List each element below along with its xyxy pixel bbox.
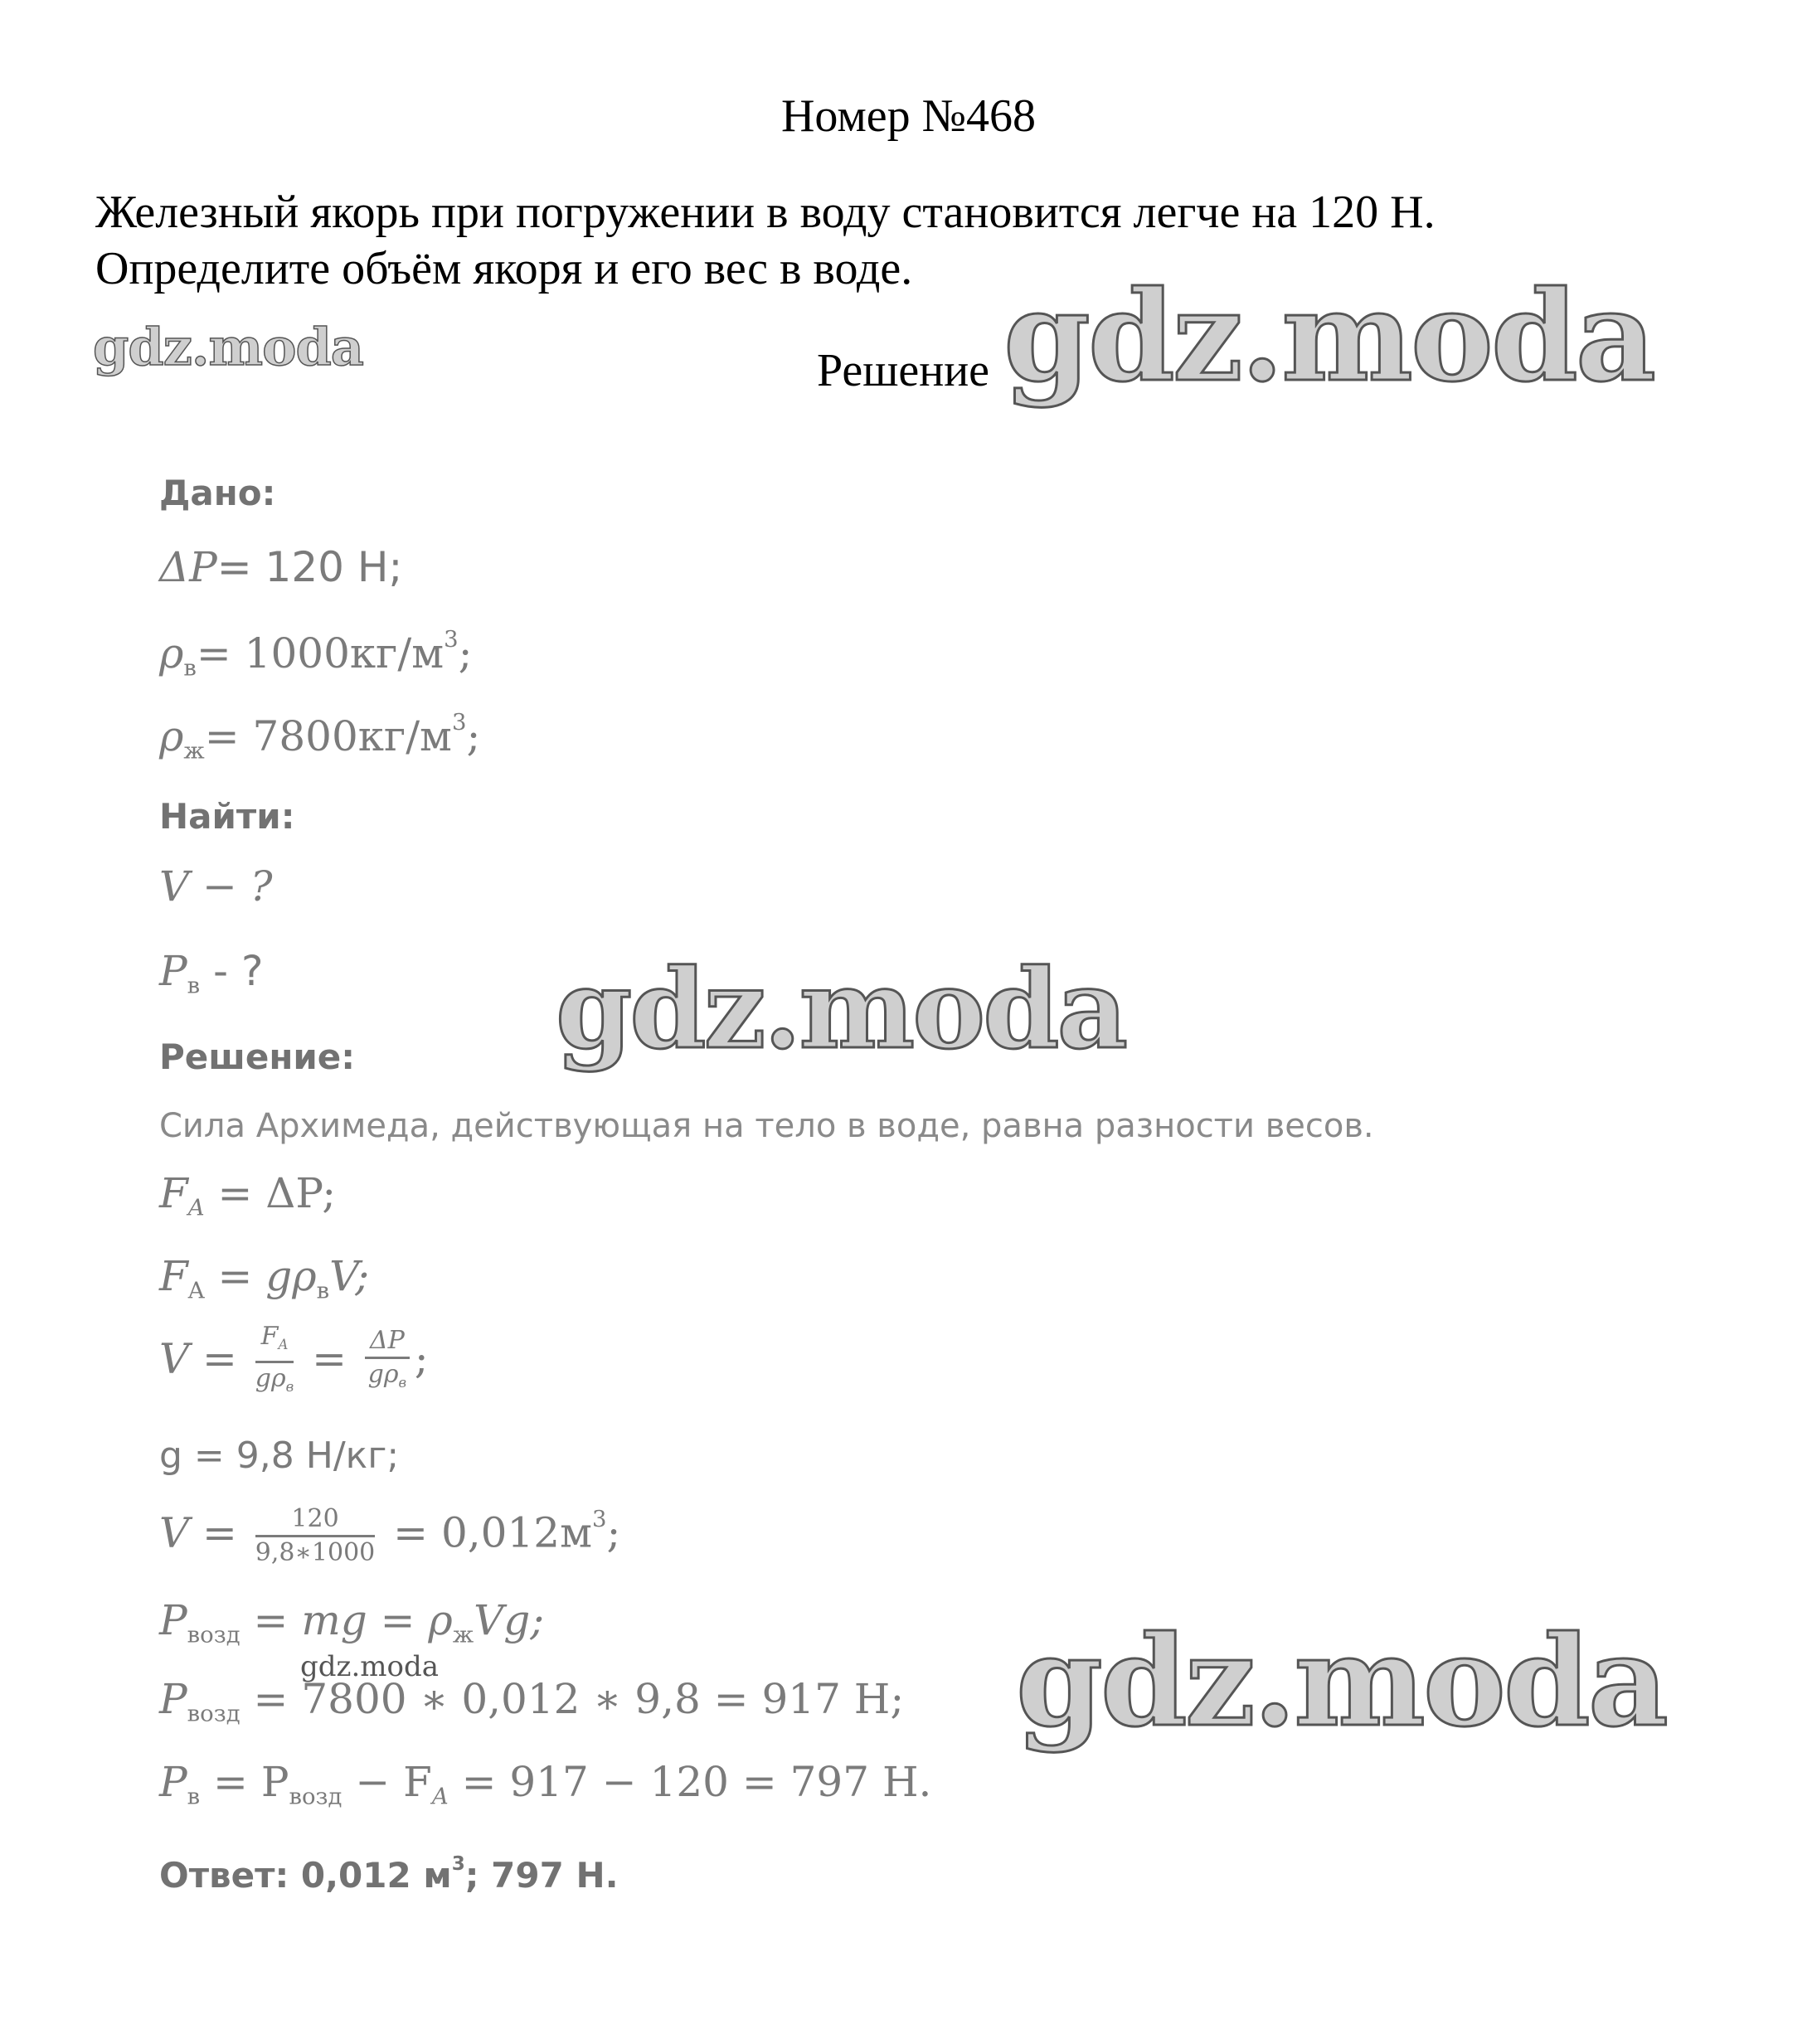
find-volume: V − ?: [159, 862, 273, 910]
task-text-line1: Железный якорь при погружении в воду становится легче на 120 Н.: [95, 187, 1436, 238]
watermark-logo: gdz.moda: [556, 945, 1126, 1074]
given-rho-iron: $\rho_ж= 7800кг/м^3$;: [159, 709, 481, 765]
task-text-line2: Определите объём якоря и его вес в воде.: [95, 243, 913, 294]
g-value: g = 9,8 Н/кг;: [159, 1435, 400, 1477]
equation-weight-air-formula: $P_{возд}$ = mg = $\rho_жVg$;: [159, 1596, 545, 1648]
given-label: Дано:: [159, 473, 276, 513]
equation-volume-value: V = $\frac{120}{9,8∗1000}$ = $0,012м^3$;: [159, 1504, 621, 1567]
equation-volume-formula: V = $\frac{F_A}{g\rho_в}$ = $\frac{\Delta P}{g\rho_в}$ ;: [159, 1322, 429, 1395]
find-label: Найти:: [159, 796, 295, 837]
page-title: Номер №468: [780, 90, 1037, 142]
given-delta-p: ΔP= 120 Н;: [159, 543, 403, 591]
find-weight-water: $P_в$ - ?: [159, 947, 264, 999]
watermark-logo: gdz.moda: [93, 317, 363, 377]
watermark-logo: gdz.moda: [300, 1650, 439, 1683]
equation-fa-formula: $F_A = g\rho_вV$;: [159, 1252, 370, 1304]
watermark-logo: gdz.moda: [1003, 264, 1654, 410]
given-rho-water: $\rho_в= 1000кг/м^3$;: [159, 626, 473, 682]
solution-label: Решение:: [159, 1037, 356, 1077]
explanation-text: Сила Архимеда, действующая на тело в воде, равна разности весов.: [159, 1107, 1374, 1145]
equation-weight-air-value: $P_{возд} = 7800$ ∗ 0,012 ∗ 9,8 = 917 Н;: [159, 1675, 905, 1727]
equation-weight-water: $P_в = P_{возд} - F_A = 917 - 120 = 797$ Н.: [159, 1758, 932, 1810]
watermark-logo: gdz.moda: [1016, 1609, 1667, 1755]
equation-fa-dp: $F_A = \Delta P$;: [159, 1169, 337, 1221]
answer-text: Ответ: 0,012 $м^3$; 797 Н.: [159, 1853, 619, 1896]
solution-heading: Решение: [817, 345, 990, 396]
